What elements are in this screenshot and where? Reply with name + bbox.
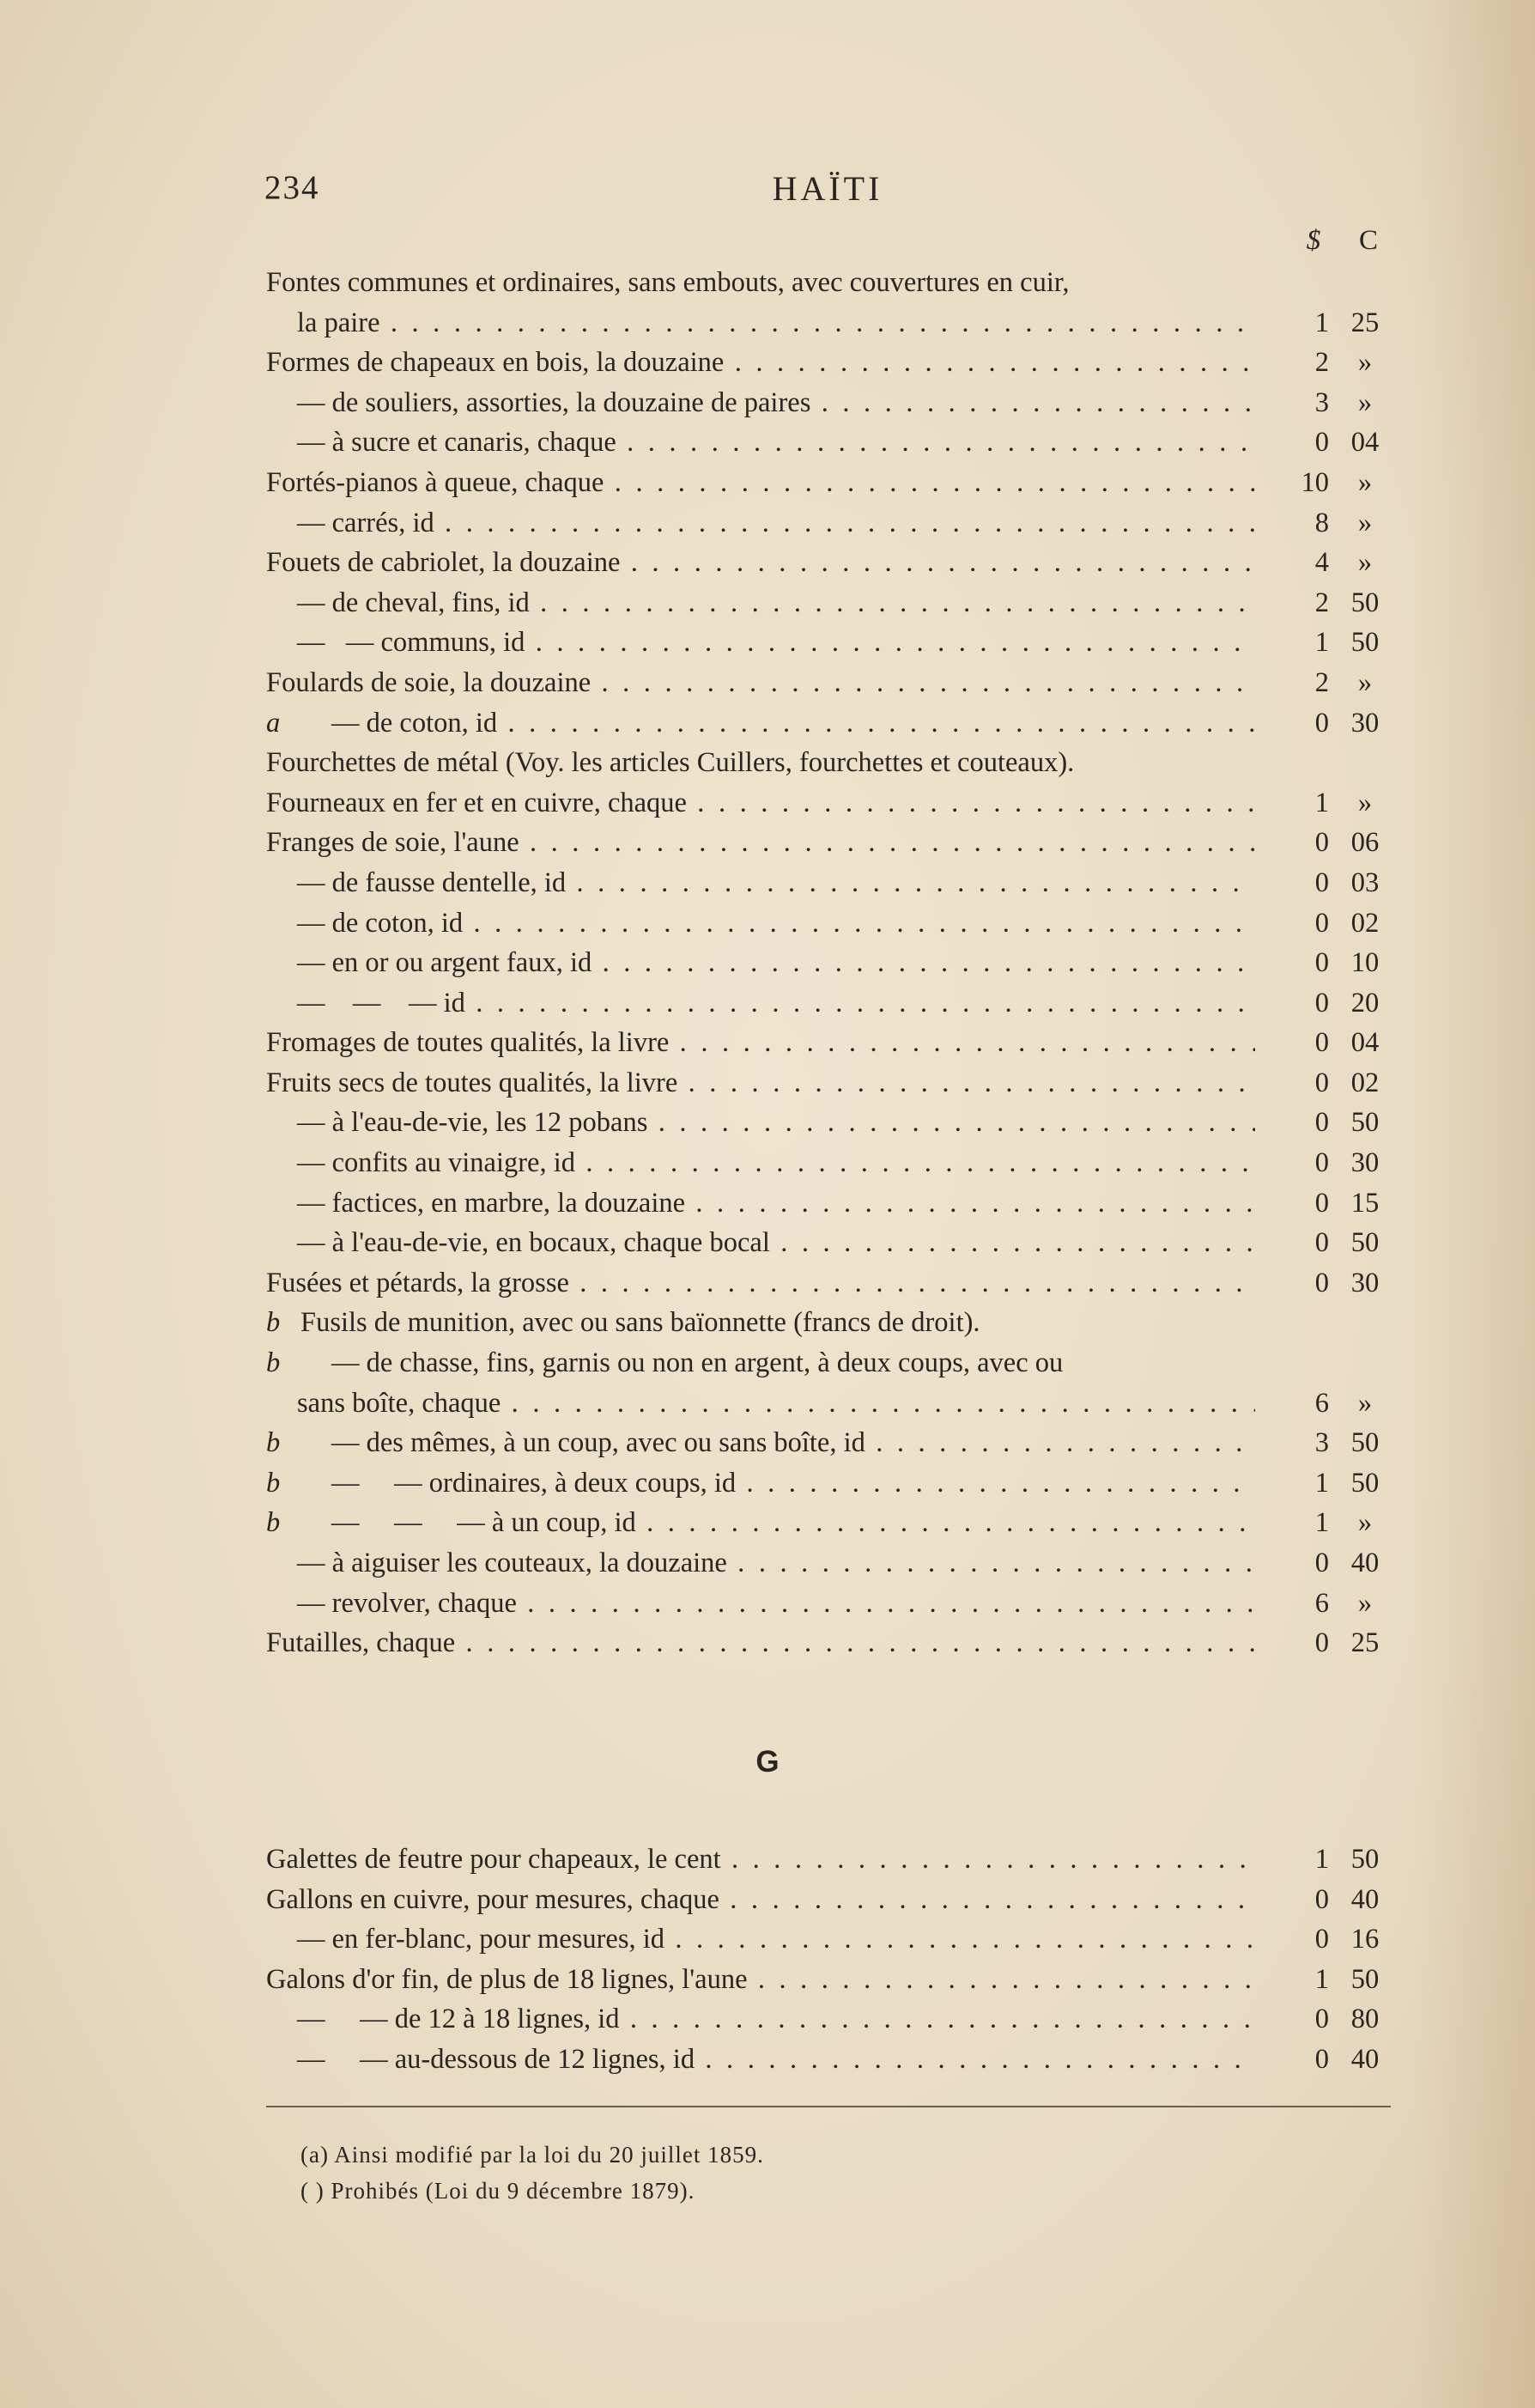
item-description bbox=[266, 1839, 1255, 1880]
item-text: Fourchettes de métal (Voy. les articles Cuillers, fourchettes et couteaux). bbox=[266, 747, 1075, 779]
duty-dollars: 0 bbox=[1314, 1627, 1329, 1659]
duty-cents: 30 bbox=[1350, 1147, 1380, 1179]
duty-cents: 06 bbox=[1350, 827, 1380, 859]
item-text: la paire bbox=[297, 307, 380, 338]
item-description bbox=[266, 1143, 1255, 1183]
tariff-row bbox=[266, 1303, 1391, 1343]
item-description bbox=[266, 1183, 1255, 1224]
item-description bbox=[266, 783, 1255, 824]
item-description bbox=[266, 663, 1255, 703]
item-description bbox=[266, 1584, 1255, 1624]
duty-dollars: 0 bbox=[1314, 1267, 1329, 1298]
item-text: en or ou argent faux, id bbox=[331, 947, 592, 979]
footnotes bbox=[300, 2137, 1382, 2209]
running-title: HAÏTI bbox=[772, 169, 883, 208]
duty-dollars: 8 bbox=[1314, 507, 1329, 538]
ditto-dashes: — bbox=[297, 1587, 325, 1619]
duty-cents: 50 bbox=[1350, 1844, 1380, 1875]
duty-cents: 40 bbox=[1350, 1548, 1380, 1578]
item-text: à l'eau-de-vie, les 12 pobans bbox=[331, 1107, 648, 1139]
column-headers bbox=[1295, 225, 1391, 259]
ditto-dashes: — bbox=[297, 1548, 325, 1578]
ditto-dashes: — — bbox=[331, 1467, 422, 1499]
item-text: Fouets de cabriolet, la douzaine bbox=[266, 547, 621, 579]
item-description bbox=[266, 1880, 1255, 1920]
tariff-list-f bbox=[266, 263, 1391, 1663]
tariff-row bbox=[266, 1103, 1391, 1143]
item-text: Fusils de munition, avec ou sans baïonnette (francs de droit). bbox=[300, 1307, 980, 1339]
ditto-dashes: — bbox=[297, 1227, 325, 1259]
tariff-row bbox=[266, 583, 1391, 623]
item-text: id bbox=[443, 987, 465, 1019]
item-description bbox=[266, 1623, 1255, 1663]
item-text: Fromages de toutes qualités, la livre bbox=[266, 1027, 670, 1059]
item-text: de souliers, assorties, la douzaine de paires bbox=[331, 386, 811, 418]
item-description bbox=[266, 1960, 1255, 2000]
item-description bbox=[266, 1063, 1255, 1104]
page-number: 234 bbox=[264, 169, 320, 206]
tariff-row bbox=[266, 1999, 1391, 2040]
ditto-dashes: — bbox=[297, 587, 325, 618]
tariff-row bbox=[266, 543, 1391, 583]
tariff-row bbox=[266, 263, 1391, 303]
tariff-row bbox=[266, 1023, 1391, 1063]
duty-dollars: 0 bbox=[1314, 427, 1329, 459]
item-description bbox=[266, 1303, 1391, 1343]
item-text: Galons d'or fin, de plus de 18 lignes, l'aune bbox=[266, 1963, 748, 1995]
tariff-row bbox=[266, 423, 1391, 463]
item-description bbox=[266, 743, 1391, 783]
item-description bbox=[266, 383, 1255, 423]
item-description bbox=[266, 1023, 1255, 1063]
item-description bbox=[266, 863, 1255, 903]
tariff-row bbox=[266, 663, 1391, 703]
ditto-dashes: — bbox=[331, 707, 360, 739]
item-text: Gallons en cuivre, pour mesures, chaque bbox=[266, 1883, 719, 1915]
duty-dollars: 0 bbox=[1314, 1107, 1329, 1139]
item-text: revolver, chaque bbox=[331, 1587, 517, 1619]
duty-dollars: 1 bbox=[1314, 1963, 1329, 1995]
item-text: à sucre et canaris, chaque bbox=[331, 427, 616, 459]
cents-column-label: C bbox=[1358, 225, 1378, 256]
tariff-row bbox=[266, 1063, 1391, 1104]
duty-dollars: 1 bbox=[1314, 787, 1329, 818]
ditto-dashes: — bbox=[331, 1347, 360, 1379]
tariff-row bbox=[266, 1183, 1391, 1224]
footnote-marker: b bbox=[266, 1427, 281, 1459]
duty-cents: 50 bbox=[1350, 1227, 1380, 1259]
tariff-row bbox=[266, 1263, 1391, 1304]
duty-dollars: 0 bbox=[1314, 907, 1329, 939]
tariff-row bbox=[266, 1223, 1391, 1263]
item-text: Fruits secs de toutes qualités, la livre bbox=[266, 1067, 678, 1098]
tariff-row bbox=[266, 343, 1391, 383]
item-description bbox=[266, 1103, 1255, 1143]
duty-dollars: 0 bbox=[1314, 987, 1329, 1019]
duty-dollars: 0 bbox=[1314, 1027, 1329, 1059]
tariff-row bbox=[266, 1880, 1391, 1920]
duty-cents: 50 bbox=[1350, 1467, 1380, 1499]
item-text: Fourneaux en fer et en cuivre, chaque bbox=[266, 787, 687, 818]
footnote-marker: b bbox=[266, 1307, 281, 1339]
item-text: de cheval, fins, id bbox=[331, 587, 530, 618]
duty-dollars: 0 bbox=[1314, 1924, 1329, 1955]
duty-cents: 16 bbox=[1350, 1924, 1380, 1955]
item-text: Foulards de soie, la douzaine bbox=[266, 666, 592, 698]
duty-cents: 50 bbox=[1350, 587, 1380, 618]
ditto-dashes: — bbox=[297, 386, 325, 418]
item-description bbox=[266, 703, 1255, 744]
duty-cents: 40 bbox=[1350, 2043, 1380, 2075]
ditto-dashes: — bbox=[297, 1107, 325, 1139]
item-text: Futailles, chaque bbox=[266, 1627, 456, 1659]
tariff-row bbox=[266, 1919, 1391, 1960]
item-text: factices, en marbre, la douzaine bbox=[331, 1187, 686, 1219]
item-text: Fontes communes et ordinaires, sans embouts, avec couvertures en cuir, bbox=[266, 267, 1070, 298]
item-text: en fer-blanc, pour mesures, id bbox=[331, 1924, 665, 1955]
duty-cents: 25 bbox=[1350, 307, 1380, 338]
tariff-row bbox=[266, 1143, 1391, 1183]
item-text: Formes de chapeaux en bois, la douzaine bbox=[266, 347, 725, 379]
tariff-row bbox=[266, 743, 1391, 783]
page-header bbox=[264, 168, 1391, 211]
duty-cents: » bbox=[1357, 547, 1373, 579]
ditto-dashes: — bbox=[297, 1924, 325, 1955]
duty-cents: 04 bbox=[1350, 427, 1380, 459]
tariff-row bbox=[266, 1960, 1391, 2000]
duty-cents: 15 bbox=[1350, 1187, 1380, 1219]
tariff-row bbox=[266, 863, 1391, 903]
item-text: confits au vinaigre, id bbox=[331, 1147, 576, 1179]
item-text: Franges de soie, l'aune bbox=[266, 827, 519, 859]
duty-dollars: 0 bbox=[1314, 1548, 1329, 1578]
footnote-marker: b bbox=[266, 1347, 281, 1379]
item-description bbox=[266, 903, 1255, 944]
duty-cents: » bbox=[1357, 386, 1373, 418]
tariff-row bbox=[266, 1463, 1391, 1504]
duty-dollars: 1 bbox=[1314, 307, 1329, 338]
duty-dollars: 3 bbox=[1314, 1427, 1329, 1459]
item-text: à aiguiser les couteaux, la douzaine bbox=[331, 1548, 727, 1578]
item-text: de coton, id bbox=[366, 707, 498, 739]
item-text: de chasse, fins, garnis ou non en argent, à deux coups, avec ou bbox=[366, 1347, 1064, 1379]
duty-cents: » bbox=[1357, 466, 1373, 498]
tariff-row bbox=[266, 1383, 1391, 1424]
tariff-row bbox=[266, 983, 1391, 1024]
tariff-row bbox=[266, 1543, 1391, 1584]
item-text: au-dessous de 12 lignes, id bbox=[394, 2043, 695, 2075]
item-text: Fortés-pianos à queue, chaque bbox=[266, 466, 604, 498]
item-text: ordinaires, à deux coups, id bbox=[428, 1467, 737, 1499]
ditto-dashes: — bbox=[297, 947, 325, 979]
duty-dollars: 6 bbox=[1314, 1587, 1329, 1619]
duty-cents: 50 bbox=[1350, 627, 1380, 659]
item-description bbox=[266, 943, 1255, 983]
item-description bbox=[266, 623, 1255, 663]
duty-cents: 50 bbox=[1350, 1427, 1380, 1459]
ditto-dashes: — bbox=[297, 867, 325, 898]
tariff-row bbox=[266, 463, 1391, 503]
tariff-row bbox=[266, 903, 1391, 944]
duty-cents: 50 bbox=[1350, 1107, 1380, 1139]
duty-cents: 40 bbox=[1350, 1883, 1380, 1915]
duty-cents: » bbox=[1357, 1387, 1373, 1419]
item-description bbox=[266, 1223, 1255, 1263]
duty-cents: 02 bbox=[1350, 907, 1380, 939]
duty-dollars: 0 bbox=[1314, 947, 1329, 979]
ditto-dashes: — bbox=[331, 1427, 360, 1459]
ditto-dashes: — bbox=[297, 507, 325, 538]
item-text: à un coup, id bbox=[491, 1507, 636, 1539]
tariff-row bbox=[266, 783, 1391, 824]
duty-dollars: 1 bbox=[1314, 1507, 1329, 1539]
duty-cents: 20 bbox=[1350, 987, 1380, 1019]
ditto-dashes: — bbox=[297, 1147, 325, 1179]
duty-dollars: 0 bbox=[1314, 2004, 1329, 2035]
tariff-row bbox=[266, 1343, 1391, 1383]
item-description bbox=[266, 2040, 1255, 2080]
duty-cents: 30 bbox=[1350, 1267, 1380, 1298]
duty-dollars: 0 bbox=[1314, 2043, 1329, 2075]
duty-cents: » bbox=[1357, 787, 1373, 818]
tariff-row bbox=[266, 703, 1391, 744]
tariff-row bbox=[266, 1503, 1391, 1543]
duty-cents: 25 bbox=[1350, 1627, 1380, 1659]
duty-cents: 10 bbox=[1350, 947, 1380, 979]
footnote-rule bbox=[266, 2106, 1391, 2107]
duty-dollars: 2 bbox=[1314, 347, 1329, 379]
item-text: de 12 à 18 lignes, id bbox=[394, 2004, 620, 2035]
item-description bbox=[266, 583, 1255, 623]
duty-dollars: 1 bbox=[1314, 627, 1329, 659]
ditto-dashes: — — bbox=[297, 2043, 388, 2075]
tariff-list-g bbox=[266, 1839, 1391, 2080]
duty-dollars: 1 bbox=[1314, 1844, 1329, 1875]
duty-cents: » bbox=[1357, 507, 1373, 538]
tariff-row bbox=[266, 303, 1391, 344]
item-description bbox=[266, 1919, 1255, 1960]
item-description bbox=[266, 1543, 1255, 1584]
item-description bbox=[266, 263, 1391, 303]
dollar-column-label: $ bbox=[1306, 225, 1321, 256]
tariff-row bbox=[266, 503, 1391, 544]
ditto-dashes: — — — bbox=[331, 1507, 485, 1539]
item-text: Fusées et pétards, la grosse bbox=[266, 1267, 569, 1298]
duty-cents: » bbox=[1357, 347, 1373, 379]
tariff-row bbox=[266, 1839, 1391, 1880]
item-description bbox=[266, 1343, 1391, 1383]
duty-dollars: 0 bbox=[1314, 1147, 1329, 1179]
item-text: des mêmes, à un coup, avec ou sans boîte, id bbox=[366, 1427, 865, 1459]
item-description bbox=[266, 1383, 1255, 1424]
duty-dollars: 0 bbox=[1314, 1227, 1329, 1259]
duty-cents: 02 bbox=[1350, 1067, 1380, 1098]
item-description bbox=[266, 1999, 1255, 2040]
ditto-dashes: — bbox=[297, 427, 325, 459]
ditto-dashes: — — — bbox=[297, 987, 437, 1019]
duty-cents: » bbox=[1357, 1587, 1373, 1619]
item-description bbox=[266, 1263, 1255, 1304]
item-description bbox=[266, 303, 1255, 344]
footnote-marker: b bbox=[266, 1507, 281, 1539]
item-description bbox=[266, 1503, 1255, 1543]
tariff-row bbox=[266, 383, 1391, 423]
duty-cents: 30 bbox=[1350, 707, 1380, 739]
duty-dollars: 2 bbox=[1314, 666, 1329, 698]
item-description bbox=[266, 983, 1255, 1024]
item-description bbox=[266, 463, 1255, 503]
item-description bbox=[266, 343, 1255, 383]
ditto-dashes: — — bbox=[297, 627, 374, 659]
item-description bbox=[266, 823, 1255, 863]
duty-dollars: 0 bbox=[1314, 1883, 1329, 1915]
item-description bbox=[266, 503, 1255, 544]
item-text: de coton, id bbox=[331, 907, 464, 939]
footnote-prohibited: ( ) Prohibés (Loi du 9 décembre 1879). bbox=[300, 2178, 695, 2204]
tariff-row bbox=[266, 1423, 1391, 1463]
duty-dollars: 0 bbox=[1314, 867, 1329, 898]
footnote-marker: a bbox=[266, 707, 281, 739]
duty-dollars: 0 bbox=[1314, 707, 1329, 739]
tariff-row bbox=[266, 1623, 1391, 1663]
duty-dollars: 0 bbox=[1314, 1067, 1329, 1098]
tariff-row bbox=[266, 623, 1391, 663]
duty-dollars: 0 bbox=[1314, 1187, 1329, 1219]
ditto-dashes: — bbox=[297, 907, 325, 939]
duty-dollars: 4 bbox=[1314, 547, 1329, 579]
item-description bbox=[266, 1463, 1255, 1504]
duty-cents: » bbox=[1357, 666, 1373, 698]
duty-dollars: 6 bbox=[1314, 1387, 1329, 1419]
footnote-marker: b bbox=[266, 1467, 281, 1499]
tariff-row bbox=[266, 943, 1391, 983]
duty-dollars: 2 bbox=[1314, 587, 1329, 618]
ditto-dashes: — bbox=[297, 1187, 325, 1219]
duty-cents: » bbox=[1357, 1507, 1373, 1539]
duty-dollars: 0 bbox=[1314, 827, 1329, 859]
duty-cents: 50 bbox=[1350, 1963, 1380, 1995]
item-text: carrés, id bbox=[331, 507, 434, 538]
duty-cents: 04 bbox=[1350, 1027, 1380, 1059]
item-text: Galettes de feutre pour chapeaux, le cent bbox=[266, 1844, 721, 1875]
duty-dollars: 3 bbox=[1314, 386, 1329, 418]
duty-dollars: 1 bbox=[1314, 1467, 1329, 1499]
tariff-row bbox=[266, 1584, 1391, 1624]
item-text: de fausse dentelle, id bbox=[331, 867, 567, 898]
duty-dollars: 10 bbox=[1301, 466, 1329, 498]
footnote-a: (a) Ainsi modifié par la loi du 20 juillet 1859. bbox=[300, 2142, 764, 2168]
item-description bbox=[266, 1423, 1255, 1463]
duty-cents: 80 bbox=[1350, 2004, 1380, 2035]
tariff-row bbox=[266, 823, 1391, 863]
duty-cents: 03 bbox=[1350, 867, 1380, 898]
item-description bbox=[266, 543, 1255, 583]
item-text: communs, id bbox=[380, 627, 525, 659]
ditto-dashes: — — bbox=[297, 2004, 388, 2035]
item-text: à l'eau-de-vie, en bocaux, chaque bocal bbox=[331, 1227, 770, 1259]
tariff-row bbox=[266, 2040, 1391, 2080]
item-text: sans boîte, chaque bbox=[297, 1387, 501, 1419]
item-description bbox=[266, 423, 1255, 463]
section-letter-g: G bbox=[755, 1745, 780, 1779]
